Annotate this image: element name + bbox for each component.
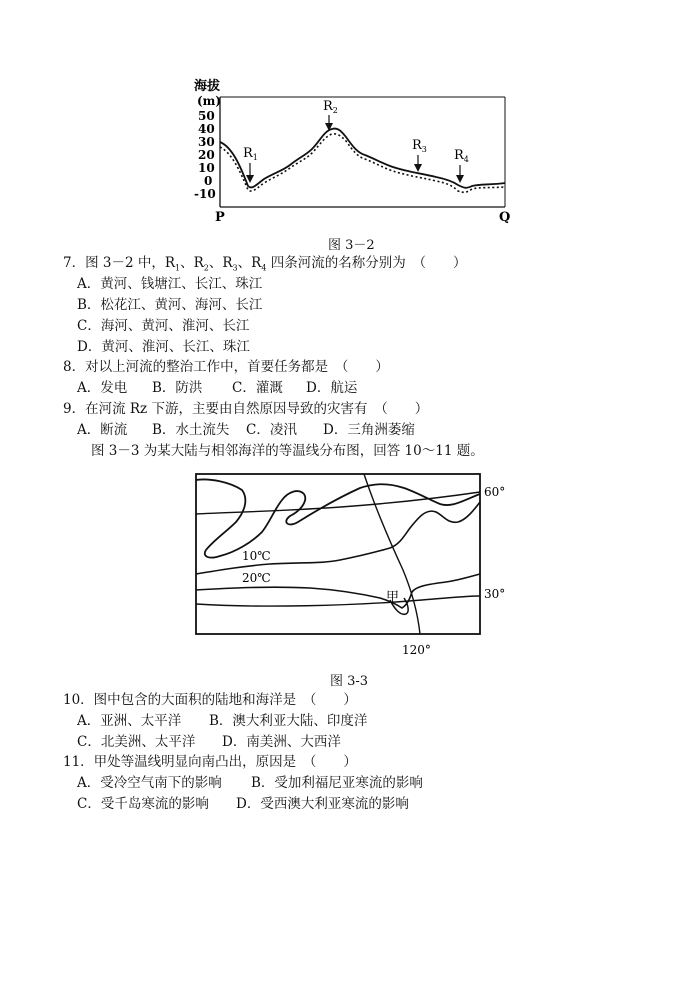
latitude-line-30 bbox=[196, 596, 480, 606]
question-11-option-d[interactable]: D．受西澳大利亚寒流的影响 bbox=[236, 796, 409, 812]
question-8-stem: 8．对以上河流的整治工作中，首要任务都是 （ ） bbox=[63, 359, 389, 375]
profile-start-label: P bbox=[215, 210, 225, 225]
latitude-label-60: 60° bbox=[484, 485, 506, 499]
tick-label: 50 bbox=[198, 109, 215, 123]
question-9-option-b[interactable]: B．水土流失 bbox=[152, 422, 230, 438]
longitude-label-120: 120° bbox=[402, 643, 431, 657]
river-label-r4: $R_4$ bbox=[454, 148, 469, 164]
river-label-r2: $R_2$ bbox=[323, 99, 338, 115]
question-10-stem: 10．图中包含的大面积的陆地和海洋是 （ ） bbox=[63, 692, 357, 708]
question-7-option-c[interactable]: C．海河、黄河、淮河、长江 bbox=[77, 318, 250, 334]
river-label-r1: $R_1$ bbox=[243, 146, 258, 162]
tick-label: 40 bbox=[198, 122, 215, 136]
coastline bbox=[196, 479, 480, 557]
figure-caption-3-2: 图 3－2 bbox=[328, 238, 375, 253]
tick-label: 20 bbox=[198, 148, 215, 162]
question-8-option-d[interactable]: D．航运 bbox=[306, 380, 358, 396]
question-9-option-c[interactable]: C．凌汛 bbox=[246, 422, 297, 438]
river-label-r3: $R_3$ bbox=[412, 138, 427, 154]
question-9-stem: 9．在河流 Rz 下游，主要由自然原因导致的灾害有 （ ） bbox=[63, 401, 429, 417]
tick-label: 0 bbox=[204, 174, 213, 188]
question-10-option-d[interactable]: D．南美洲、大西洋 bbox=[222, 734, 341, 750]
isotherm-map-figure bbox=[190, 470, 520, 660]
profile-end-label: Q bbox=[499, 210, 511, 225]
question-11-option-a[interactable]: A．受冷空气南下的影响 bbox=[77, 775, 222, 791]
tick-label: 30 bbox=[198, 135, 215, 149]
isotherm-20c bbox=[196, 574, 480, 608]
tick-label: -10 bbox=[194, 187, 216, 201]
question-8-option-c[interactable]: C．灌溉 bbox=[232, 380, 283, 396]
water-level-dotted-line bbox=[220, 134, 505, 192]
question-7-option-b[interactable]: B．松花江、黄河、海河、长江 bbox=[77, 297, 263, 313]
tick-label: 10 bbox=[198, 161, 215, 175]
question-7-option-d[interactable]: D．黄河、淮河、长江、珠江 bbox=[77, 339, 250, 355]
question-8-option-a[interactable]: A．发电 bbox=[77, 380, 128, 396]
figure-caption-3-3: 图 3-3 bbox=[330, 674, 369, 689]
question-11-option-b[interactable]: B．受加利福尼亚寒流的影响 bbox=[251, 775, 423, 791]
question-7-option-a[interactable]: A．黄河、钱塘江、长江、珠江 bbox=[77, 276, 263, 292]
question-11-stem: 11．甲处等温线明显向南凸出，原因是 （ ） bbox=[63, 754, 357, 770]
question-9-option-d[interactable]: D．三角洲萎缩 bbox=[323, 422, 415, 438]
question-8-option-b[interactable]: B．防洪 bbox=[152, 380, 203, 396]
question-10-option-a[interactable]: A．亚洲、太平洋 bbox=[77, 713, 182, 729]
longitude-line-120 bbox=[364, 474, 420, 634]
axis-title-unit: (m) bbox=[197, 94, 222, 108]
figure-intro-text: 图 3－3 为某大陆与相邻海洋的等温线分布图，回答 10～11 题。 bbox=[91, 443, 484, 459]
latitude-label-30: 30° bbox=[484, 587, 506, 601]
elevation-profile-figure bbox=[190, 75, 520, 225]
arrow-head bbox=[456, 175, 464, 183]
arrow-head bbox=[414, 164, 422, 172]
question-10-option-c[interactable]: C．北美洲、太平洋 bbox=[77, 734, 196, 750]
isotherm-label-20c: 20℃ bbox=[242, 571, 271, 585]
isotherm-label-10c: 10℃ bbox=[242, 549, 271, 563]
question-10-option-b[interactable]: B．澳大利亚大陆、印度洋 bbox=[209, 713, 368, 729]
question-11-option-c[interactable]: C．受千岛寒流的影响 bbox=[77, 796, 209, 812]
axis-title-elevation: 海拔 bbox=[194, 79, 221, 94]
question-7-stem: 7．图 3－2 中，$R_1$、$R_2$、$R_3$、$R_4$ 四条河流的名称分别为 （ ） bbox=[63, 255, 467, 273]
point-jia-label: 甲 bbox=[386, 590, 400, 605]
question-9-option-a[interactable]: A．断流 bbox=[77, 422, 128, 438]
